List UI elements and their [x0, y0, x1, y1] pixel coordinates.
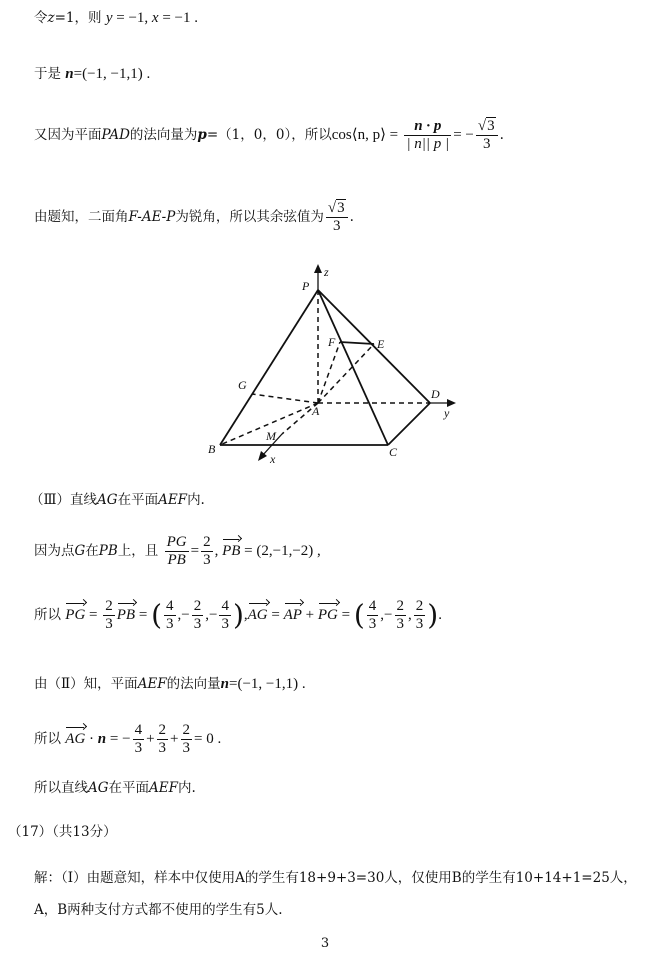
- denominator: 3: [482, 136, 491, 152]
- denominator: 3: [105, 616, 113, 632]
- numerator: 4: [134, 722, 143, 738]
- fraction: [404, 118, 451, 153]
- denominator: 3: [134, 740, 143, 756]
- text: 在平面: [108, 780, 150, 796]
- text-line-12: [34, 868, 637, 888]
- numerator: 2: [415, 598, 424, 614]
- text: 解：（Ⅰ）由题意知，样本中仅使用A的学生有18+9+3=30人，仅使用B的学生有10+14+1=25人，: [34, 870, 637, 886]
- var-x: x: [151, 10, 159, 26]
- edge-af: [318, 342, 340, 403]
- text: 所以: [34, 731, 66, 747]
- label-f: F: [328, 335, 336, 349]
- vector-pg: PG: [65, 601, 85, 625]
- text: 在平面: [117, 492, 159, 508]
- label-g: G: [238, 378, 247, 392]
- text-line-4: [34, 200, 354, 235]
- text-line-9: [34, 722, 221, 757]
- text: =: [135, 607, 152, 623]
- vector-n: n: [65, 66, 74, 82]
- label-x: x: [270, 452, 276, 466]
- fraction: [164, 598, 176, 633]
- text: +: [170, 731, 179, 747]
- edge-pb: [220, 290, 318, 445]
- label-a: A: [312, 404, 320, 418]
- segment-pb: PB: [98, 543, 118, 559]
- numerator: 2: [203, 534, 211, 550]
- denominator: | n|| p |: [406, 136, 450, 152]
- denominator: 3: [221, 616, 229, 632]
- label-y: y: [444, 406, 450, 420]
- radicand: 3: [487, 118, 495, 134]
- denominator: 3: [368, 616, 377, 632]
- fraction-sqrt3-3: [326, 200, 348, 235]
- numerator: 2: [182, 722, 190, 738]
- text-line-8: [34, 674, 306, 694]
- label-z: z: [324, 265, 329, 279]
- text: =: [85, 607, 102, 623]
- fraction: [103, 598, 115, 633]
- fraction: [201, 534, 213, 569]
- left-paren: (: [151, 598, 162, 632]
- text-line-10: [34, 778, 196, 798]
- text: 内.: [187, 492, 205, 508]
- text: 因为点: [34, 543, 75, 559]
- solid-edges: [220, 290, 430, 445]
- text: 由题知，二面角: [34, 209, 129, 225]
- denominator: 3: [396, 616, 405, 632]
- text-line-7: [34, 598, 442, 633]
- fraction: [181, 722, 193, 757]
- text: ,: [214, 543, 223, 559]
- radicand: 3: [337, 200, 345, 216]
- geometry-figure: [190, 262, 470, 467]
- numerator: 4: [166, 598, 174, 614]
- z-arrow: [314, 264, 322, 273]
- numerator: 4: [368, 598, 377, 614]
- text: .: [499, 127, 504, 143]
- vector-pg: PG: [318, 601, 338, 625]
- numerator: PG: [166, 534, 187, 550]
- text-line-3: [34, 118, 504, 153]
- fraction-sqrt3-3: [476, 118, 498, 153]
- fraction-pg-pb: [165, 534, 189, 569]
- text: =(−1, −1,1) .: [73, 66, 151, 82]
- separator: ,: [243, 607, 248, 623]
- label-p: P: [302, 279, 310, 293]
- denominator: 3: [158, 740, 167, 756]
- text: 的法向量: [166, 676, 221, 692]
- label-m: M: [266, 429, 276, 443]
- denominator: 3: [415, 616, 424, 632]
- plane-aef: AEF: [137, 676, 167, 692]
- right-paren: ): [232, 598, 244, 632]
- label-b: B: [208, 442, 216, 456]
- fraction: [219, 598, 231, 633]
- text: ·: [85, 731, 98, 747]
- separator: ,−: [205, 607, 218, 623]
- text: 所以直线: [34, 780, 88, 796]
- vector-ag: AG: [65, 725, 85, 749]
- vector-pb: PB: [222, 537, 240, 561]
- denominator: 3: [182, 740, 190, 756]
- text-line-5: [30, 490, 205, 510]
- numerator: 2: [105, 598, 113, 614]
- point-labels: [208, 265, 450, 466]
- text: 上，且: [117, 543, 159, 559]
- text-line-1: [34, 8, 198, 28]
- point-g: G: [74, 543, 86, 559]
- fraction: [414, 598, 426, 633]
- vector-n: n: [220, 676, 230, 692]
- text: A，B两种支付方式都不使用的学生有5人.: [34, 902, 283, 918]
- hidden-edges: [220, 290, 430, 445]
- numerator: [476, 118, 498, 136]
- edge-pc: [318, 290, 388, 445]
- vector-ap: AP: [284, 601, 302, 625]
- text: +: [146, 731, 155, 747]
- numerator: 2: [396, 598, 405, 614]
- left-paren: (: [353, 598, 365, 632]
- section-heading-17: [8, 822, 117, 842]
- var-z: z: [47, 10, 55, 26]
- page-number: 3: [320, 936, 330, 951]
- text: （17）（共13分）: [8, 824, 117, 840]
- fraction: [157, 722, 169, 757]
- label-e: E: [377, 337, 385, 351]
- denominator: 3: [332, 218, 341, 234]
- numerator: 2: [193, 598, 202, 614]
- fraction: [367, 598, 379, 633]
- sqrt-sign: √3: [327, 200, 345, 216]
- text: = −: [453, 127, 474, 143]
- vector-n: n: [97, 731, 107, 747]
- vector-pb: PB: [117, 601, 135, 625]
- text: = −1 .: [158, 10, 199, 26]
- text: 于是: [34, 66, 66, 82]
- var-y: y: [105, 10, 113, 26]
- numerator: 4: [221, 598, 229, 614]
- numerator: n · p: [404, 118, 451, 136]
- text: 所以: [34, 607, 66, 623]
- fraction: [133, 722, 145, 757]
- text: 为锐角，所以其余弦值为: [175, 209, 324, 225]
- line-ag: AG: [88, 780, 109, 796]
- text: =(−1, −1,1) .: [229, 676, 306, 692]
- text: =（1，0，0），所以: [206, 127, 332, 143]
- separator: ,−: [380, 607, 393, 623]
- cos-expression: cos⟨n, p⟩ =: [331, 127, 399, 143]
- dihedral-angle: F-AE-P: [128, 209, 176, 225]
- text: = 0 .: [194, 731, 222, 747]
- label-c: C: [389, 445, 398, 459]
- line-ag: AG: [97, 492, 118, 508]
- text: .: [349, 209, 354, 225]
- label-d: D: [431, 387, 440, 401]
- denominator: PB: [167, 552, 186, 568]
- text: =1，则: [54, 10, 106, 26]
- text: = (2,−1,−2) ,: [240, 543, 321, 559]
- text-line-6: [34, 534, 321, 569]
- text: =: [267, 607, 284, 623]
- numerator: 2: [158, 722, 167, 738]
- text-line-2: [34, 64, 150, 84]
- denominator: 3: [203, 552, 211, 568]
- text: 令: [34, 10, 48, 26]
- fraction: [395, 598, 407, 633]
- plane-pad: PAD: [101, 127, 130, 143]
- text: +: [301, 607, 318, 623]
- numerator: [326, 200, 348, 218]
- right-paren: ): [427, 598, 439, 632]
- denominator: 3: [166, 616, 174, 632]
- text: =: [190, 543, 200, 559]
- fraction: [192, 598, 204, 633]
- vector-p: p: [197, 127, 207, 143]
- text: 由（Ⅱ）知，平面: [34, 676, 138, 692]
- text: 的法向量为: [129, 127, 198, 143]
- sqrt-sign: √3: [477, 118, 495, 134]
- text: =: [337, 607, 354, 623]
- text: （Ⅲ）直线: [30, 492, 98, 508]
- separator: ,: [408, 607, 412, 623]
- text: = −1,: [112, 10, 152, 26]
- denominator: 3: [193, 616, 202, 632]
- edge-cd: [388, 403, 430, 445]
- text: 在: [85, 543, 99, 559]
- plane-aef: AEF: [149, 780, 179, 796]
- vector-ag: AG: [248, 601, 268, 625]
- separator: ,−: [177, 607, 190, 623]
- text: 又因为平面: [34, 127, 102, 143]
- text: .: [438, 607, 442, 623]
- text: = −: [106, 731, 131, 747]
- text: 内.: [178, 780, 196, 796]
- text-line-13: [34, 900, 283, 920]
- edge-ag: [252, 394, 318, 403]
- plane-aef: AEF: [158, 492, 188, 508]
